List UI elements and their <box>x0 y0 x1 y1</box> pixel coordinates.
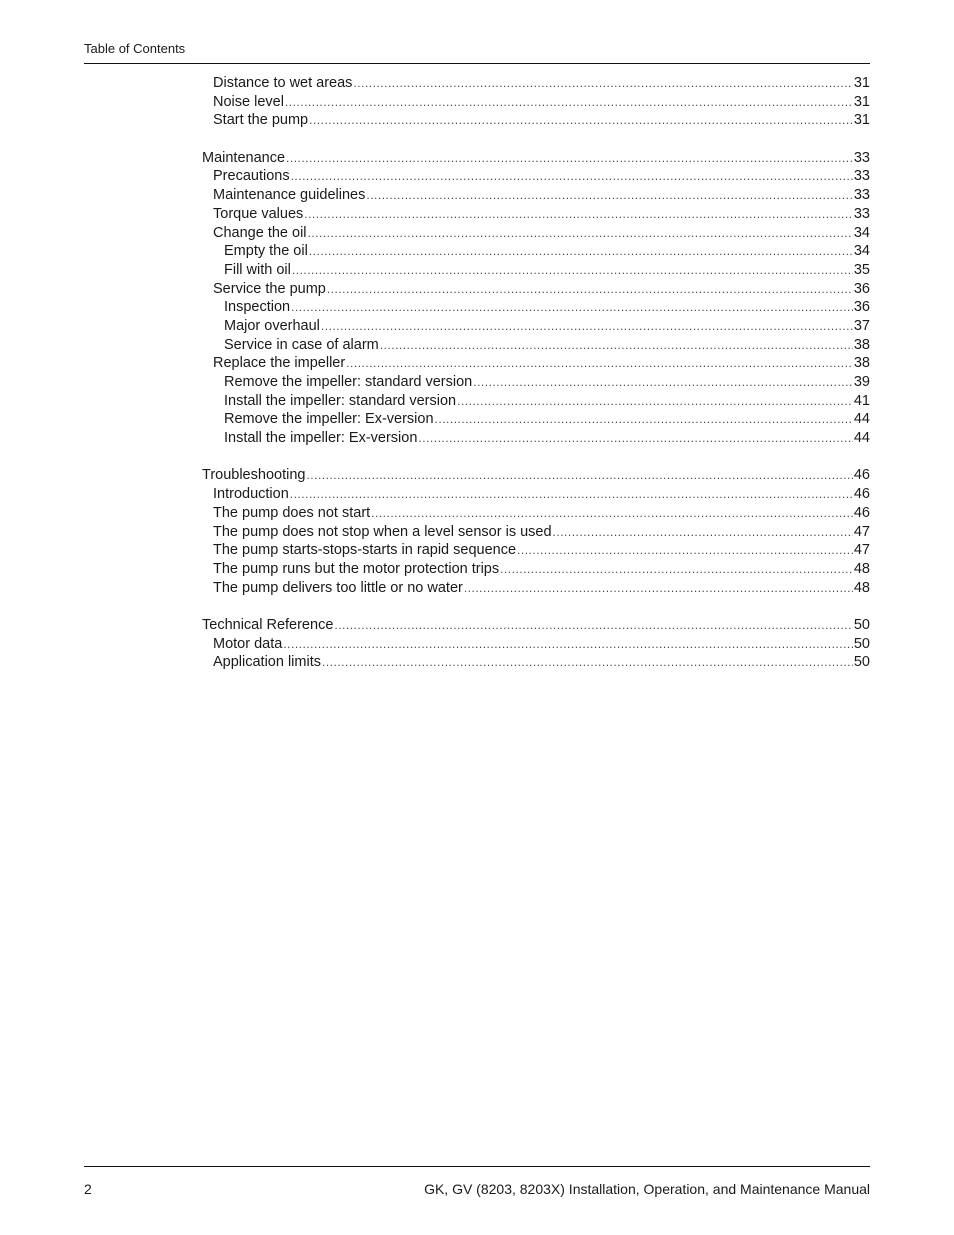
toc-entry[interactable] <box>202 242 870 261</box>
toc-entry-page: 46 <box>853 486 870 503</box>
toc-entry-page: 39 <box>853 374 870 390</box>
toc-entry[interactable] <box>202 186 870 205</box>
toc-entry-label: The pump delivers too little or no water <box>213 579 463 596</box>
toc-entry[interactable] <box>202 93 870 112</box>
toc-entry[interactable] <box>202 261 870 280</box>
toc-entry-page: 47 <box>853 542 870 559</box>
toc-entry-page: 38 <box>853 336 870 353</box>
toc-entry-label: Noise level <box>213 93 284 110</box>
toc-entry-label: The pump runs but the motor protection trips <box>213 560 500 577</box>
toc-dot-leader <box>418 429 852 448</box>
toc-entry[interactable] <box>202 298 870 317</box>
toc-entry-label: Inspection <box>224 299 291 316</box>
toc-dot-leader <box>517 541 853 560</box>
toc-dot-leader <box>346 354 853 373</box>
toc-dot-leader <box>290 485 853 504</box>
footer-manual-title: GK, GV (8203, 8203X) Installation, Operation, and Maintenance Manual <box>424 1181 870 1197</box>
toc-chapter-entry[interactable] <box>202 466 870 485</box>
toc-entry-page: 44 <box>853 430 870 447</box>
toc-dot-leader <box>291 298 853 317</box>
toc-entry[interactable] <box>202 317 870 336</box>
toc-entry[interactable] <box>202 410 870 429</box>
toc-entry-page: 37 <box>853 317 870 334</box>
toc-entry-label: Torque values <box>213 205 304 222</box>
toc-dot-leader <box>473 373 853 392</box>
toc-entry-page: 31 <box>853 112 870 129</box>
toc-entry-page: 36 <box>853 280 870 297</box>
toc-entry[interactable] <box>202 373 870 392</box>
toc-section <box>202 466 870 597</box>
toc-entry-label: Remove the impeller: Ex-version <box>224 411 434 428</box>
toc-entry-label: Fill with oil <box>224 261 291 278</box>
toc-dot-leader <box>334 616 852 635</box>
toc-entry-label: Empty the oil <box>224 243 308 260</box>
toc-entry-page: 46 <box>853 467 870 484</box>
toc-entry[interactable] <box>202 579 870 598</box>
toc-entry[interactable] <box>202 485 870 504</box>
toc-entry-label: Distance to wet areas <box>213 75 353 91</box>
toc-entry[interactable] <box>202 653 870 672</box>
toc-entry-label: Start the pump <box>213 112 309 129</box>
toc-entry[interactable] <box>202 74 870 93</box>
toc-entry-page: 33 <box>853 205 870 222</box>
toc-dot-leader <box>286 149 853 168</box>
toc-dot-leader <box>309 111 853 130</box>
toc-entry-page: 50 <box>853 654 870 671</box>
toc-entry-label: Precautions <box>213 168 290 185</box>
toc-entry-page: 38 <box>853 355 870 372</box>
toc-dot-leader <box>464 579 853 598</box>
toc-entry-label: Install the impeller: standard version <box>224 392 457 409</box>
toc-entry[interactable] <box>202 111 870 130</box>
footer-rule <box>84 1166 870 1167</box>
toc-entry-label: Technical Reference <box>202 616 334 633</box>
toc-dot-leader <box>371 504 853 523</box>
toc-entry-page: 33 <box>853 187 870 204</box>
toc-entry-page: 46 <box>853 504 870 521</box>
toc-entry-label: Motor data <box>213 635 283 652</box>
toc-entry-label: Service in case of alarm <box>224 336 379 353</box>
toc-entry[interactable] <box>202 429 870 448</box>
toc-entry-label: The pump does not stop when a level sensor is used <box>213 523 552 540</box>
toc-dot-leader <box>322 653 853 672</box>
toc-entry-page: 34 <box>853 243 870 260</box>
toc-entry-page: 33 <box>853 168 870 185</box>
footer-page-number: 2 <box>84 1181 92 1197</box>
toc-entry-label: The pump starts-stops-starts in rapid sequence <box>213 542 517 559</box>
toc-dot-leader <box>292 261 853 280</box>
table-of-contents <box>202 74 870 691</box>
toc-entry-label: Troubleshooting <box>202 467 306 484</box>
toc-entry-page: 41 <box>853 392 870 409</box>
toc-dot-leader <box>285 93 853 112</box>
toc-dot-leader <box>304 205 853 224</box>
toc-entry-page: 48 <box>853 560 870 577</box>
toc-entry[interactable] <box>202 392 870 411</box>
toc-entry[interactable] <box>202 523 870 542</box>
toc-dot-leader <box>283 635 853 654</box>
toc-dot-leader <box>321 317 853 336</box>
toc-entry-page: 50 <box>853 616 870 633</box>
toc-dot-leader <box>500 560 853 579</box>
toc-entry-label: Maintenance <box>202 149 286 166</box>
toc-dot-leader <box>380 336 853 355</box>
toc-dot-leader <box>309 242 853 261</box>
toc-dot-leader <box>353 74 852 93</box>
toc-entry-label: Change the oil <box>213 224 307 241</box>
toc-entry-label: Application limits <box>213 654 321 671</box>
toc-entry-page: 34 <box>853 224 870 241</box>
toc-dot-leader <box>291 167 853 186</box>
toc-section <box>202 149 870 448</box>
toc-dot-leader <box>306 466 852 485</box>
toc-chapter-entry[interactable] <box>202 149 870 168</box>
toc-dot-leader <box>366 186 853 205</box>
toc-entry[interactable] <box>202 635 870 654</box>
toc-entry[interactable] <box>202 224 870 243</box>
toc-dot-leader <box>308 224 853 243</box>
toc-entry[interactable] <box>202 504 870 523</box>
toc-entry-page: 35 <box>853 261 870 278</box>
toc-entry[interactable] <box>202 205 870 224</box>
toc-entry-page: 50 <box>853 635 870 652</box>
toc-entry-page: 33 <box>853 149 870 166</box>
toc-entry-label: Remove the impeller: standard version <box>224 374 473 390</box>
toc-dot-leader <box>327 280 853 299</box>
toc-entry-label: Service the pump <box>213 280 326 297</box>
toc-entry-page: 48 <box>853 579 870 596</box>
toc-chapter-entry[interactable] <box>202 616 870 635</box>
toc-entry[interactable] <box>202 336 870 355</box>
toc-entry-page: 47 <box>853 523 870 540</box>
running-header-title: Table of Contents <box>84 41 186 56</box>
header-rule <box>84 63 870 64</box>
toc-entry[interactable] <box>202 560 870 579</box>
toc-entry-page: 31 <box>853 75 870 91</box>
toc-entry[interactable] <box>202 541 870 560</box>
toc-entry[interactable] <box>202 167 870 186</box>
toc-dot-leader <box>457 392 853 411</box>
toc-entry-label: Introduction <box>213 486 289 503</box>
toc-dot-leader <box>435 410 853 429</box>
toc-entry-page: 44 <box>853 411 870 428</box>
toc-entry-label: Install the impeller: Ex-version <box>224 430 418 447</box>
toc-section <box>202 616 870 672</box>
toc-section <box>202 74 870 130</box>
toc-entry-page: 31 <box>853 93 870 110</box>
toc-entry-label: Major overhaul <box>224 317 320 334</box>
toc-entry[interactable] <box>202 280 870 299</box>
toc-entry-label: Replace the impeller <box>213 355 346 372</box>
toc-entry-page: 36 <box>853 299 870 316</box>
toc-entry-label: Maintenance guidelines <box>213 187 366 204</box>
toc-dot-leader <box>553 523 853 542</box>
toc-entry[interactable] <box>202 354 870 373</box>
toc-entry-label: The pump does not start <box>213 504 371 521</box>
